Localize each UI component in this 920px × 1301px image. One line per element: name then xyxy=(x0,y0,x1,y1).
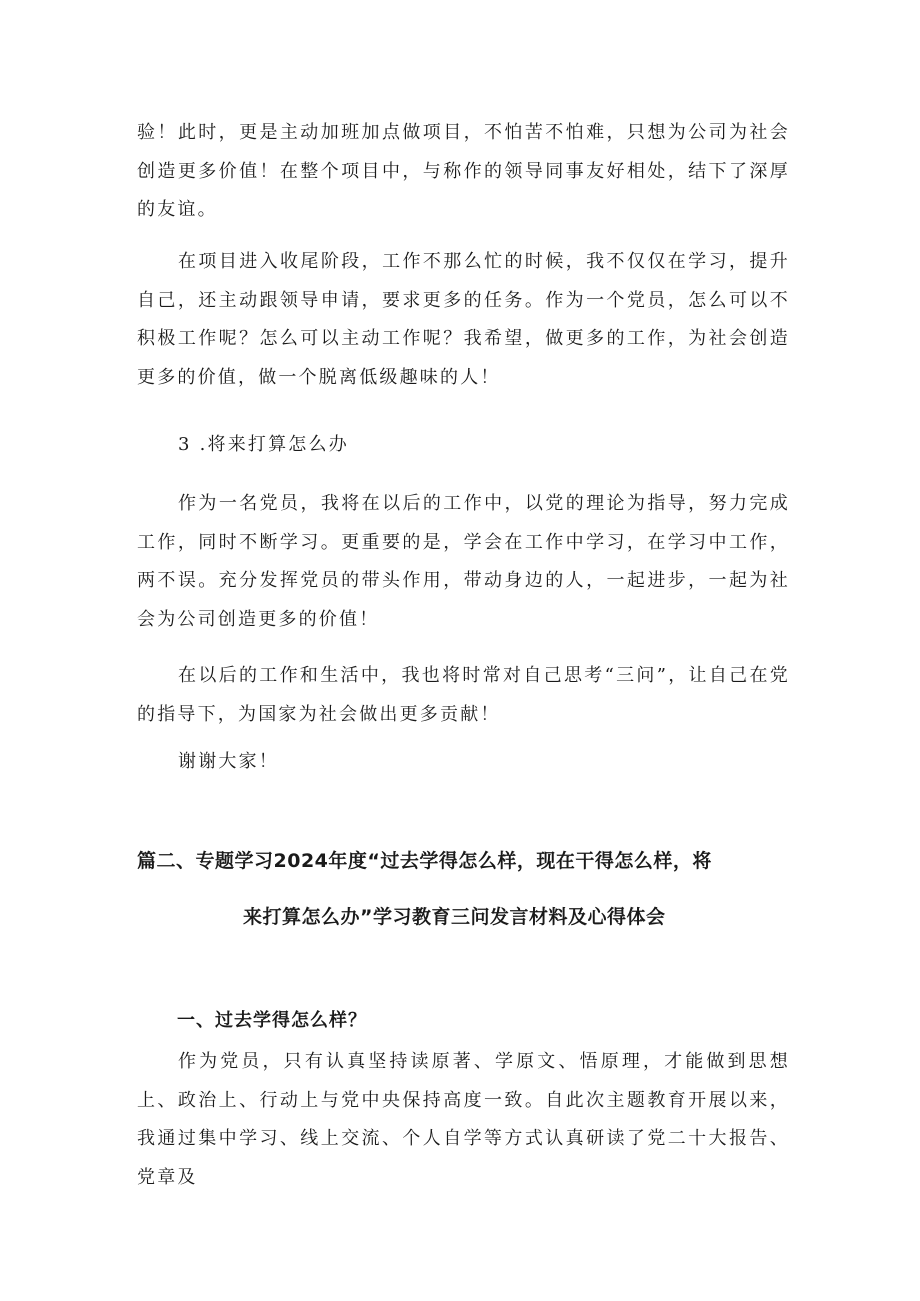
article-title-line-1: 篇二、专题学习2024年度“过去学得怎么样，现在干得怎么样，将 xyxy=(137,850,712,872)
paragraph-text: 谢谢大家！ xyxy=(178,751,279,772)
subsection-heading xyxy=(137,426,790,465)
section-heading: 一、过去学得怎么样？ xyxy=(177,1010,367,1031)
paragraph-text: 作为一名党员，我将在以后的工作中，以党的理论为指导，努力完成工作，同时不断学习。更重要的是，学会在工作中学习，在学习中工作，两不误。充分发挥党员的带头作用，带动身边的人，一起进步，一起为社会为公司创造更多的价值！ xyxy=(137,493,790,630)
closing-line xyxy=(137,743,790,782)
paragraph-text: 3 .将来打算怎么办 xyxy=(178,434,349,455)
section-paragraph xyxy=(137,1043,790,1197)
body-paragraph-2 xyxy=(137,243,790,397)
paragraph-text: 在项目进入收尾阶段，工作不那么忙的时候，我不仅仅在学习，提升自己，还主动跟领导申请，要求更多的任务。作为一个党员，怎么可以不积极工作呢？怎么可以主动工作呢？我希望，做更多的工作，为社会创造更多的价值，做一个脱离低级趣味的人！ xyxy=(137,251,790,388)
body-paragraph-3 xyxy=(137,485,790,639)
paragraph-text: 验！此时，更是主动加班加点做项目，不怕苦不怕难，只想为公司为社会创造更多价值！在整个项目中，与称作的领导同事友好相处，结下了深厚的友谊。 xyxy=(137,122,790,220)
paragraph-text: 作为党员，只有认真坚持读原著、学原文、悟原理，才能做到思想上、政治上、行动上与党中央保持高度一致。自此次主题教育开展以来，我通过集中学习、线上交流、个人自学等方式认真研读了党二十大报告、党章及 xyxy=(137,1051,790,1188)
paragraph-text: 在以后的工作和生活中，我也将时常对自己思考“三问”，让自己在党的指导下，为国家为社会做出更多贡献！ xyxy=(137,665,790,725)
body-paragraph-4 xyxy=(137,657,790,734)
article-title-line-2: 来打算怎么办”学习教育三问发言材料及心得体会 xyxy=(243,906,666,928)
body-paragraph-1 xyxy=(137,114,790,230)
